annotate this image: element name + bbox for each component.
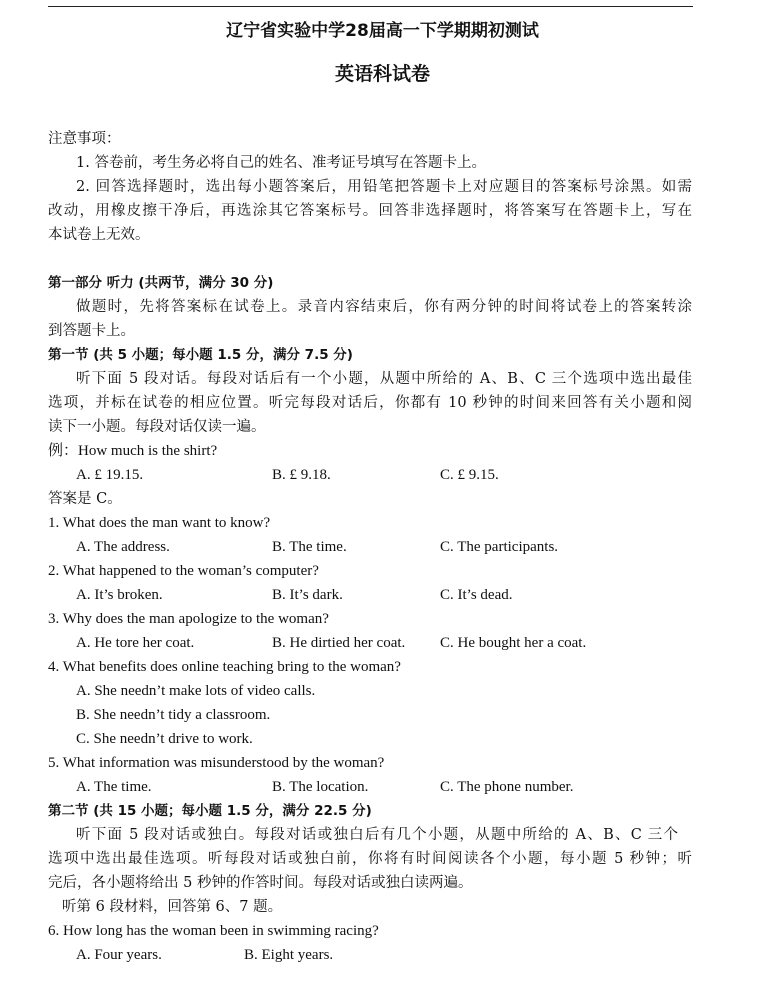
- question-3-option-b: B. He dirtied her coat.: [272, 635, 406, 651]
- question-5-option-c: C. The phone number.: [440, 779, 574, 795]
- question-3-option-c: C. He bought her a coat.: [440, 635, 587, 651]
- notice-heading: 注意事项：: [48, 131, 121, 147]
- question-3-option-a: A. He tore her coat.: [76, 635, 195, 651]
- question-1-option-a: A. The address.: [76, 539, 170, 555]
- part1-heading: 第一部分 听力 (共两节，满分 30 分): [48, 275, 274, 291]
- question-4: 4. What benefits does online teaching bring to the woman?: [48, 659, 401, 675]
- notice-item-2-line-2: 改动，用橡皮擦干净后，再选涂其它答案标号。回答非选择题时，将答案写在答题卡上，写在: [48, 203, 692, 219]
- section2-heading: 第二节 (共 15 小题；每小题 1.5 分，满分 22.5 分): [48, 803, 372, 819]
- notice-item-1: 1. 答卷前，考生务必将自己的姓名、准考证号填写在答题卡上。: [76, 155, 486, 171]
- question-1: 1. What does the man want to know?: [48, 515, 271, 531]
- example-option-a: A. £ 19.15.: [76, 467, 144, 483]
- question-2-option-b: B. It’s dark.: [272, 587, 343, 603]
- part1-intro-line-2: 到答题卡上。: [48, 323, 135, 339]
- question-5-option-a: A. The time.: [76, 779, 152, 795]
- example-question: 例：How much is the shirt?: [48, 443, 218, 459]
- question-3: 3. Why does the man apologize to the woman?: [48, 611, 329, 627]
- exam-subtitle: 英语科试卷: [334, 63, 430, 85]
- example-answer: 答案是 C。: [48, 491, 122, 507]
- question-2: 2. What happened to the woman’s computer?: [48, 563, 319, 579]
- question-2-option-a: A. It’s broken.: [76, 587, 163, 603]
- question-4-option-c: C. She needn’t drive to work.: [76, 731, 253, 747]
- question-2-option-c: C. It’s dead.: [440, 587, 513, 603]
- section2-intro-line-1: 听下面 5 段对话或独白。每段对话或独白后有几个小题，从题中所给的 A、B、C 三个: [76, 827, 678, 843]
- section1-intro-line-2: 选项，并标在试卷的相应位置。听完每段对话后，你都有 10 秒钟的时间来回答有关小题和阅: [48, 395, 692, 411]
- question-4-option-b: B. She needn’t tidy a classroom.: [76, 707, 271, 723]
- section1-intro-line-1: 听下面 5 段对话。每段对话后有一个小题，从题中所给的 A、B、C 三个选项中选出最佳: [76, 371, 692, 387]
- question-1-option-b: B. The time.: [272, 539, 347, 555]
- material-6-instruction: 听第 6 段材料，回答第 6、7 题。: [62, 899, 283, 915]
- question-1-option-c: C. The participants.: [440, 539, 559, 555]
- question-5-option-b: B. The location.: [272, 779, 369, 795]
- section2-intro-line-2: 选项中选出最佳选项。听每段对话或独白前，你将有时间阅读各个小题，每小题 5 秒钟；听: [48, 851, 692, 867]
- question-5: 5. What information was misunderstood by the woman?: [48, 755, 385, 771]
- section1-heading: 第一节 (共 5 小题；每小题 1.5 分，满分 7.5 分): [48, 347, 353, 363]
- question-6-option-b: B. Eight years.: [244, 947, 334, 963]
- exam-title: 辽宁省实验中学28届高一下学期期初测试: [226, 21, 539, 41]
- example-option-c: C. £ 9.15.: [440, 467, 499, 483]
- question-6: 6. How long has the woman been in swimming racing?: [48, 923, 379, 939]
- example-option-b: B. £ 9.18.: [272, 467, 331, 483]
- question-4-option-a: A. She needn’t make lots of video calls.: [76, 683, 316, 699]
- top-rule: [48, 6, 693, 7]
- question-6-option-a: A. Four years.: [76, 947, 162, 963]
- notice-item-2-line-1: 2. 回答选择题时，选出每小题答案后，用铅笔把答题卡上对应题目的答案标号涂黑。如需: [76, 179, 692, 195]
- section2-intro-line-3: 完后，各小题将给出 5 秒钟的作答时间。每段对话或独白读两遍。: [48, 875, 473, 891]
- section1-intro-line-3: 读下一小题。每段对话仅读一遍。: [48, 419, 266, 435]
- part1-intro-line-1: 做题时，先将答案标在试卷上。录音内容结束后，你有两分钟的时间将试卷上的答案转涂: [76, 299, 692, 315]
- notice-item-2-line-3: 本试卷上无效。: [48, 227, 150, 243]
